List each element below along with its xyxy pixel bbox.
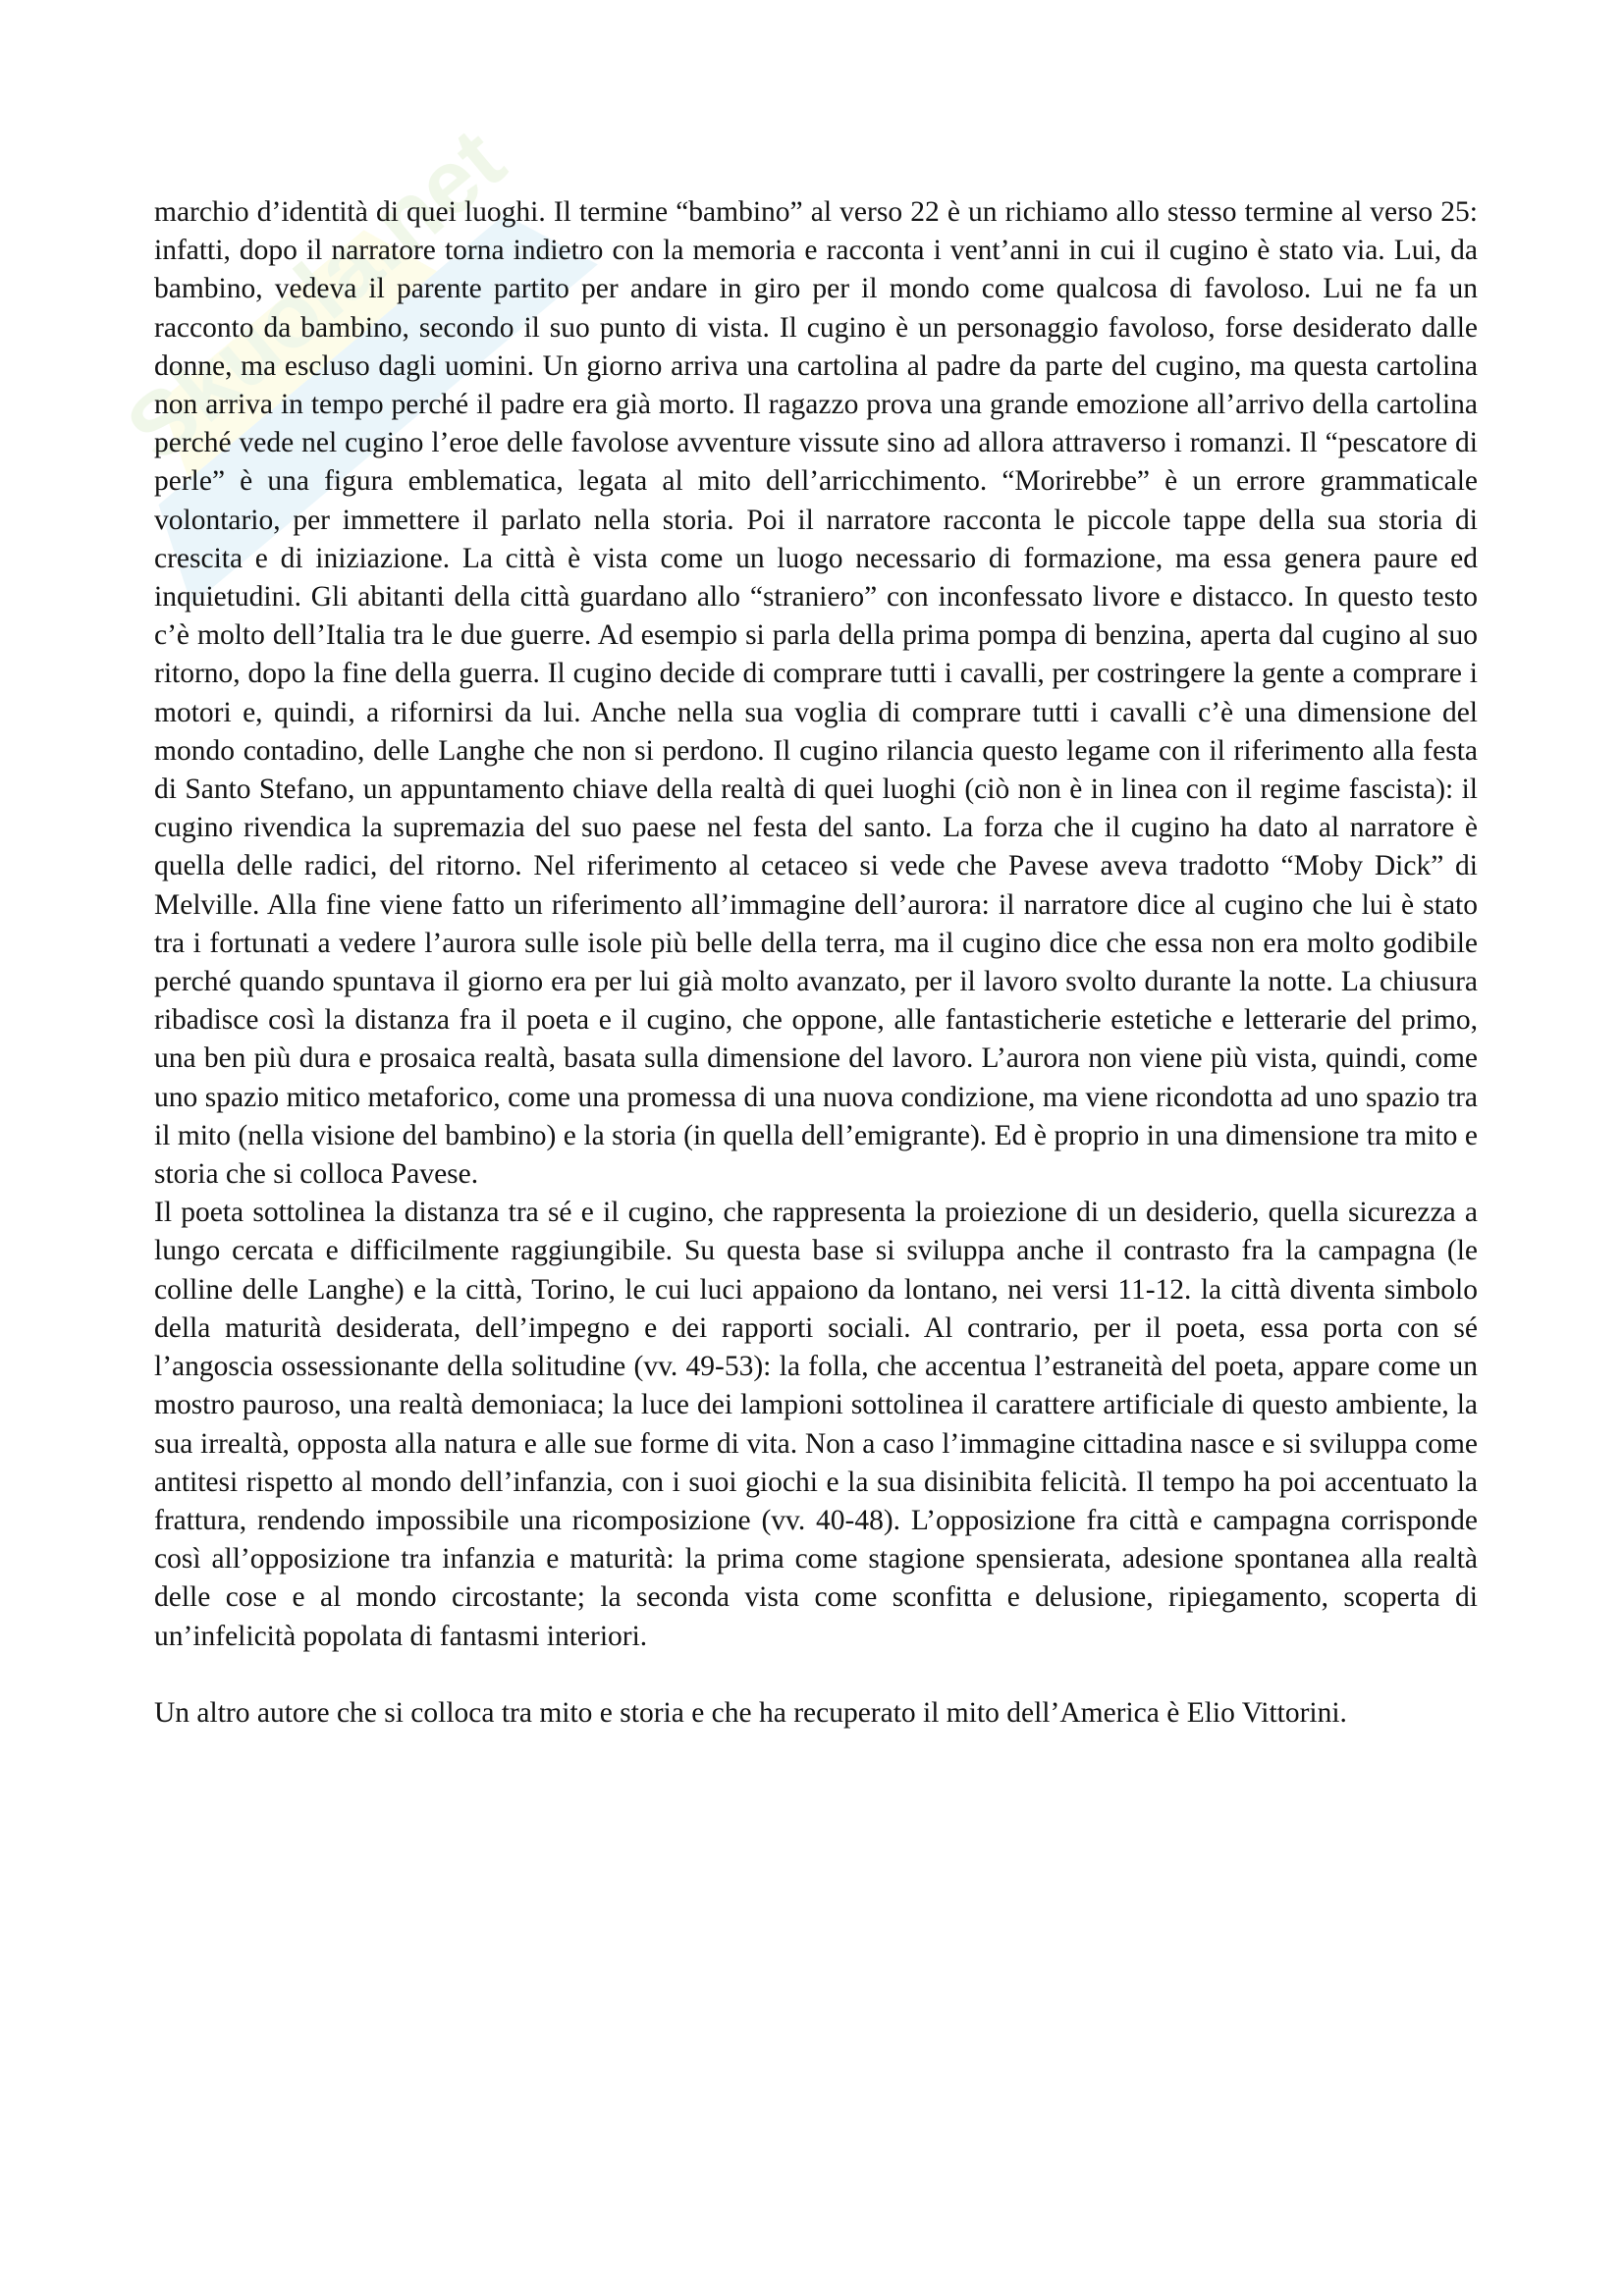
paragraph-1: marchio d’identità di quei luoghi. Il termine “bambino” al verso 22 è un richiamo allo stesso termine al verso 25: infatti, dopo il narratore torna indietro con la memoria e racconta i vent’anni in cui il cugino è stato via. Lui, da bambino, vedeva il parente partito per andare in giro per il mondo come qualcosa di favoloso. Lui ne fa un racconto da bambino, secondo il suo punto di vista. Il cugino è un personaggio favoloso, forse desiderato dalle donne, ma escluso dagli uomini. Un giorno arriva una cartolina al padre da parte del cugino, ma questa cartolina non arriva in tempo perché il padre era già morto. Il ragazzo prova una grande emozione all’arrivo della cartolina perché vede nel cugino l’eroe delle favolose avventure vissute sino ad allora attraverso i romanzi. Il “pescatore di perle” è una figura emblematica, legata al mito dell’arricchimento. “Morirebbe” è un errore grammaticale volontario, per immettere il parlato nella storia. Poi il narratore racconta le piccole tappe della sua storia di crescita e di iniziazione. La città è vista come un luogo necessario di formazione, ma essa genera paure ed inquietudini. Gli abitanti della città guardano allo “straniero” con inconfessato livore e distacco. In questo testo c’è molto dell’Italia tra le due guerre. Ad esempio si parla della prima pompa di benzina, aperta dal cugino al suo ritorno, dopo la fine della guerra. Il cugino decide di comprare tutti i cavalli, per costringere la gente a comprare i motori e, quindi, a rifornirsi da lui. Anche nella sua voglia di comprare tutti i cavalli c’è una dimensione del mondo contadino, delle Langhe che non si perdono. Il cugino rilancia questo legame con il riferimento alla festa di Santo Stefano, un appuntamento chiave della realtà di quei luoghi (ciò non è in linea con il regime fascista): il cugino rivendica la supremazia del suo paese nel festa del santo. La forza che il cugino ha dato al narratore è quella delle radici, del ritorno. Nel riferimento al cetaceo si vede che Pavese aveva tradotto “Moby Dick” di Melville. Alla fine viene fatto un riferimento all’immagine dell’aurora: il narratore dice al cugino che lui è stato tra i fortunati a vedere l’aurora sulle isole più belle della terra, ma il cugino dice che essa non era molto godibile perché quando spuntava il giorno era per lui già molto avanzato, per il lavoro svolto durante la notte. La chiusura ribadisce così la distanza fra il poeta e il cugino, che oppone, alle fantasticherie estetiche e letterarie del primo, una ben più dura e prosaica realtà, basata sulla dimensione del lavoro. L’aurora non viene più vista, quindi, come uno spazio mitico metaforico, come una promessa di una nuova condizione, ma viene ricondotta ad uno spazio tra il mito (nella visione del bambino) e la storia (in quella dell’emigrante). Ed è proprio in una dimensione tra mito e storia che si colloca Pavese. xyxy=(154,196,1478,1191)
paragraph-2: Il poeta sottolinea la distanza tra sé e il cugino, che rappresenta la proiezione di un desiderio, quella sicurezza a lungo cercata e difficilmente raggiungibile. Su questa base si sviluppa anche il contrasto fra la campagna (le colline delle Langhe) e la città, Torino, le cui luci appaiono da lontano, nei versi 11-12. la città diventa simbolo della maturità desiderata, dell’impegno e dei rapporti sociali. Al contrario, per il poeta, essa porta con sé l’angoscia ossessionante della solitudine (vv. 49-53): la folla, che accentua l’estraneità del poeta, appare come un mostro pauroso, una realtà demoniaca; la luce dei lampioni sottolinea il carattere artificiale di questo ambiente, la sua irrealtà, opposta alla natura e alle sue forme di vita. Non a caso l’immagine cittadina nasce e si sviluppa come antitesi rispetto al mondo dell’infanzia, con i suoi giochi e la sua disinibita felicità. Il tempo ha poi accentuato la frattura, rendendo impossibile una ricomposizione (vv. 40-48). L’opposizione fra città e campagna corrisponde così all’opposizione tra infanzia e maturità: la prima come stagione spensierata, adesione spontanea alla realtà delle cose e al mondo circostante; la seconda vista come sconfitta e delusione, ripiegamento, scoperta di un’infelicità popolata di fantasmi interiori. xyxy=(154,1197,1478,1652)
paragraph-3: Un altro autore che si colloca tra mito e storia e che ha recuperato il mito dell’America è Elio Vittorini. xyxy=(154,1696,1347,1729)
document-body xyxy=(154,193,1478,1733)
watermark-text: Skuola.net xyxy=(108,109,523,480)
